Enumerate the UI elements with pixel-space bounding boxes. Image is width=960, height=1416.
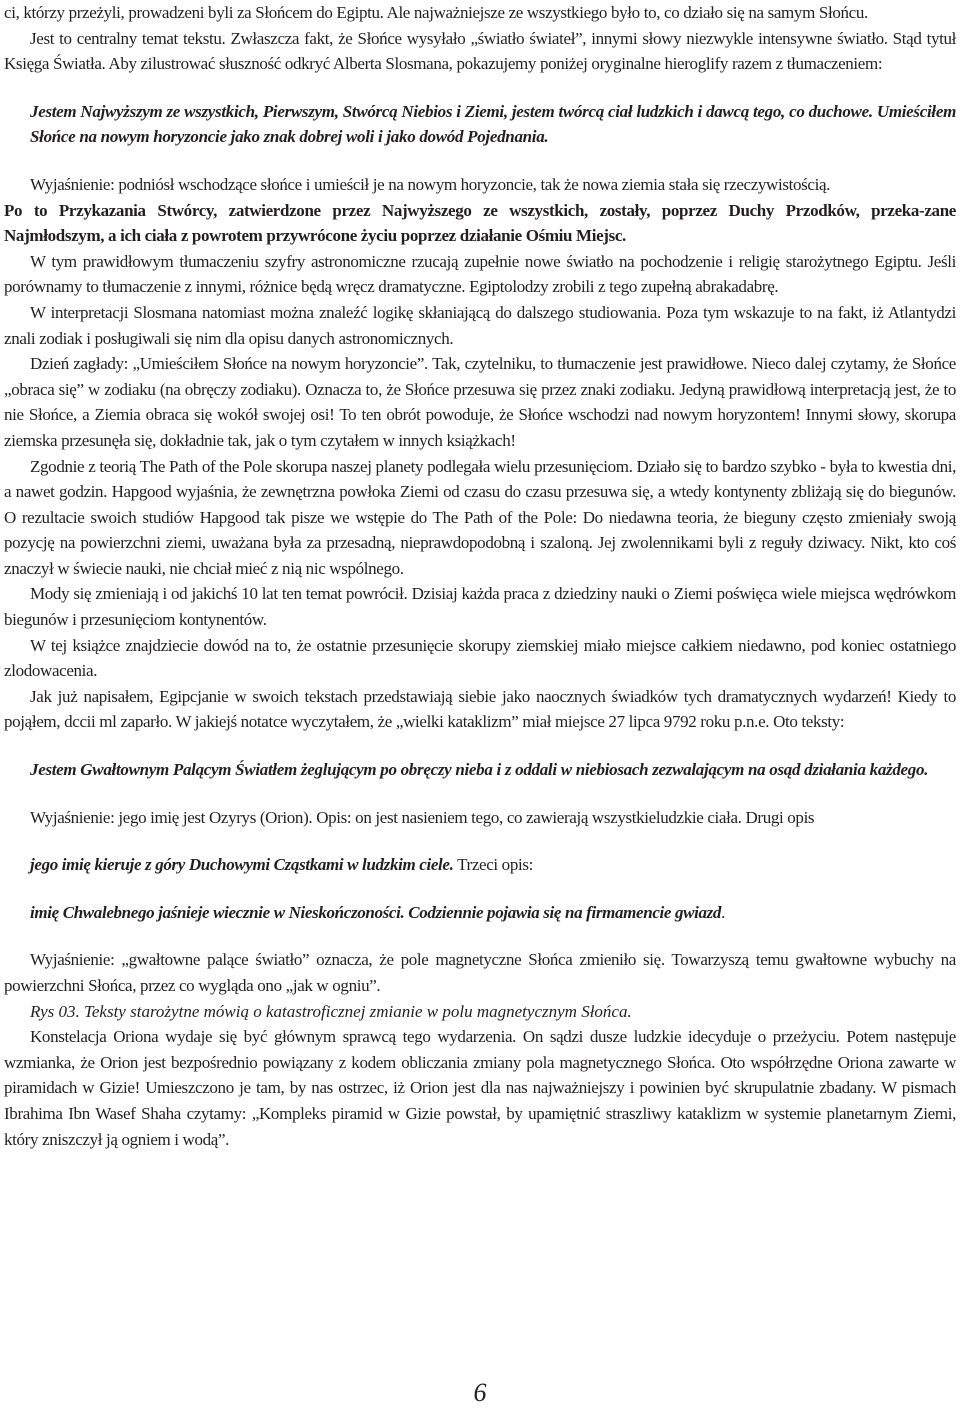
spacer <box>4 830 956 852</box>
spacer <box>4 925 956 947</box>
spacer <box>4 150 956 172</box>
paragraph-orion-constellation: Konstelacja Oriona wydaje się być głównym sprawcą tego wydarzenia. On sądzi dusze ludzkie idecyduje o przeżyciu. Potem następuje wzmianka, że Orion jest bezpośrednio powiązany z kodem obliczania zmiany pola magnetycznego Słońca. Oto współrzędne Oriona zawarte w piramidach w Gizie! Umieszczono je tam, by nas ostrzec, iż Orion jest dla nas najważniejszy i powinien być skrupulatnie zbadany. W pismach Ibrahima Ibn Wasef Shaha czytamy: „Kompleks piramid w Gizie powstał, by upamiętnić straszliwy kataklizm w systemie planetarnym Ziemi, który zniszczył ją ogniem i wodą”. <box>4 1027 956 1149</box>
paragraph-magnetic-field-explanation: Wyjaśnienie: „gwałtowne palące światło” oznacza, że pole magnetyczne Słońca zmieniło się. Towarzyszą temu gwałtowne wybuchy na powierzchni Słońca, przez co wygląda ono „jak w ogniu”. <box>4 950 956 995</box>
spacer <box>4 77 956 99</box>
paragraph-proof-in-book: W tej książce znajdziecie dowód na to, że ostatnie przesunięcie skorupy ziemskiej miało miejsce całkiem niedawno, pod koniec ostatniego zlodowacenia. <box>4 635 956 681</box>
spacer <box>4 878 956 900</box>
paragraph-third-description <box>30 900 956 926</box>
paragraph-commandments-bold: Po to Przykazania Stwórcy, zatwierdzone przez Najwyższego ze wszystkich, zostały, poprzez Duchy Przodków, przeka-zane Najmłodszym, a ich ciała z powrotem przywrócone życiu poprzez działanie Ośmiu Miejsc. <box>4 200 956 246</box>
paragraph-path-of-the-pole: Zgodnie z teorią The Path of the Pole skorupa naszej planety podlegała wielu przesunięciom. Działo się to bardzo szybko - była to kwestia dni, a nawet godzin. Hapgood wyjaśnia, że zewnętrzna powłoka Ziemi od czasu do czasu przesuwa się, a wtedy kontynenty zbliżają się do biegunów. O rezultacie swoich studiów Hapgood tak pisze we wstępie do The Path of the Pole: Do niedawna teoria, że bieguny często zmieniały swoją pozycję na powierzchni ziemi, uważana była za przesadną, nieprawdopodobną i szaloną. Jej zwolennikami byli z reguły dziwacy. Nikt, kto coś znaczył w świecie nauki, nie chciał mieć z nią nic wspólnego. <box>4 456 956 578</box>
paragraph-slosman-interpretation: W interpretacji Slosmana natomiast można znaleźć logikę skłaniającą do dalszego studiowania. Poza tym wskazuje to na fakt, iż Atlantydzi znali zodiak i posługiwali się nim dla opisu danych astronomicznych. <box>4 302 956 348</box>
figure-caption: Rys 03. Teksty starożytne mówią o katastroficznej zmianie w polu magnetycznym Słońca. <box>30 1001 632 1021</box>
third-description-period: . <box>721 902 725 922</box>
paragraph-doomsday: Dzień zagłady: „Umieściłem Słońce na nowym horyzoncie”. Tak, czytelniku, to tłumaczenie jest prawidłowe. Nieco dalej czytamy, że Słońce „obraca się” w zodiaku (na obręczy zodiaku). Oznacza to, że Słońce przesuwa się przez znaki zodiaku. Jedyną prawidłową interpretacją jest, że to nie Słońce, a Ziemia obraca się wokół swojej osi! To ten obrót powoduje, że Słońce wschodzi nad nowym horyzontem! Innymi słowy, skorupa ziemska przesunęła się, dokładnie tak, jak o tym czytałem w innych książkach! <box>4 354 956 450</box>
second-description-bold: jego imię kieruje z góry Duchowymi Cząstkami w ludzkim ciele. <box>30 855 454 875</box>
hieroglyph-translation-quote: Jestem Najwyższym ze wszystkich, Pierwszym, Stwórcą Niebios i Ziemi, jestem twórcą ciał ludzkich i dawcą tego, co duchowe. Umieściłem Słońce na nowym horyzoncie jako znak dobrej woli i jako dowód Pojednania. <box>30 101 956 147</box>
paragraph-continuation: ci, którzy przeżyli, prowadzeni byli za Słońcem do Egiptu. Ale najważniejsze ze wszystkiego było to, co działo się na samym Słońcu. <box>4 3 868 22</box>
spacer <box>4 783 956 805</box>
paragraph-central-theme: Jest to centralny temat tekstu. Zwłaszcza fakt, że Słońce wysyłało „światło świateł”, innymi słowy niezwykle intensywne światło. Stąd tytuł Księga Światła. Aby zilustrować słuszność odkryć Alberta Slosmana, pokazujemy poniżej oryginalne hieroglify razem z tłumaczeniem: <box>4 28 956 74</box>
paragraph-explanation-horizon: Wyjaśnienie: podniósł wschodzące słońce i umieścił je na nowym horyzoncie, tak że nowa ziemia stała się rzeczywistością. <box>30 174 831 194</box>
page-number: 6 <box>473 1378 487 1407</box>
paragraph-second-description <box>30 852 956 878</box>
paragraph-fashions-change: Mody się zmieniają i od jakichś 10 lat ten temat powrócił. Dzisiaj każda praca z dziedziny nauki o Ziemi poświęca wiele miejsca wędrówkom biegunów i przesunięciom kontynentów. <box>4 584 956 630</box>
paragraph-osiris-explanation: Wyjaśnienie: jego imię jest Ozyrys (Orion). Opis: on jest nasieniem tego, co zawierają wszystkieludzkie ciała. Drugi opis <box>30 807 815 827</box>
third-description-bold: imię Chwalebnego jaśnieje wiecznie w Nieskończoności. Codziennie pojawia się na firmamencie gwiazd <box>30 902 722 922</box>
paragraph-egyptian-witnesses: Jak już napisałem, Egipcjanie w swoich tekstach przedstawiają siebie jako naocznych świadków tych dramatycznych wydarzeń! Kiedy to pojąłem, dccii ml zaparło. W jakiejś notatce wyczytałem, że „wielki kataklizm” miał miejsce 27 lipca 9792 roku p.n.e. Oto teksty: <box>4 686 956 732</box>
third-description-label: Trzeci opis: <box>453 855 533 875</box>
spacer <box>4 735 956 757</box>
violent-light-quote: Jestem Gwałtownym Palącym Światłem żeglującym po obręczy nieba i z oddali w niebiosach zezwalającym na osąd działania każdego. <box>30 760 929 780</box>
document-page <box>4 0 956 1152</box>
paragraph-astronomical-codes: W tym prawidłowym tłumaczeniu szyfry astronomiczne rzucają zupełnie nowe światło na pochodzenie i religię starożytnego Egiptu. Jeśli porównamy to tłumaczenie z innymi, różnice będą wręcz dramatyczne. Egiptolodzy zrobili z tego zupełną abrakadabrę. <box>4 251 956 297</box>
